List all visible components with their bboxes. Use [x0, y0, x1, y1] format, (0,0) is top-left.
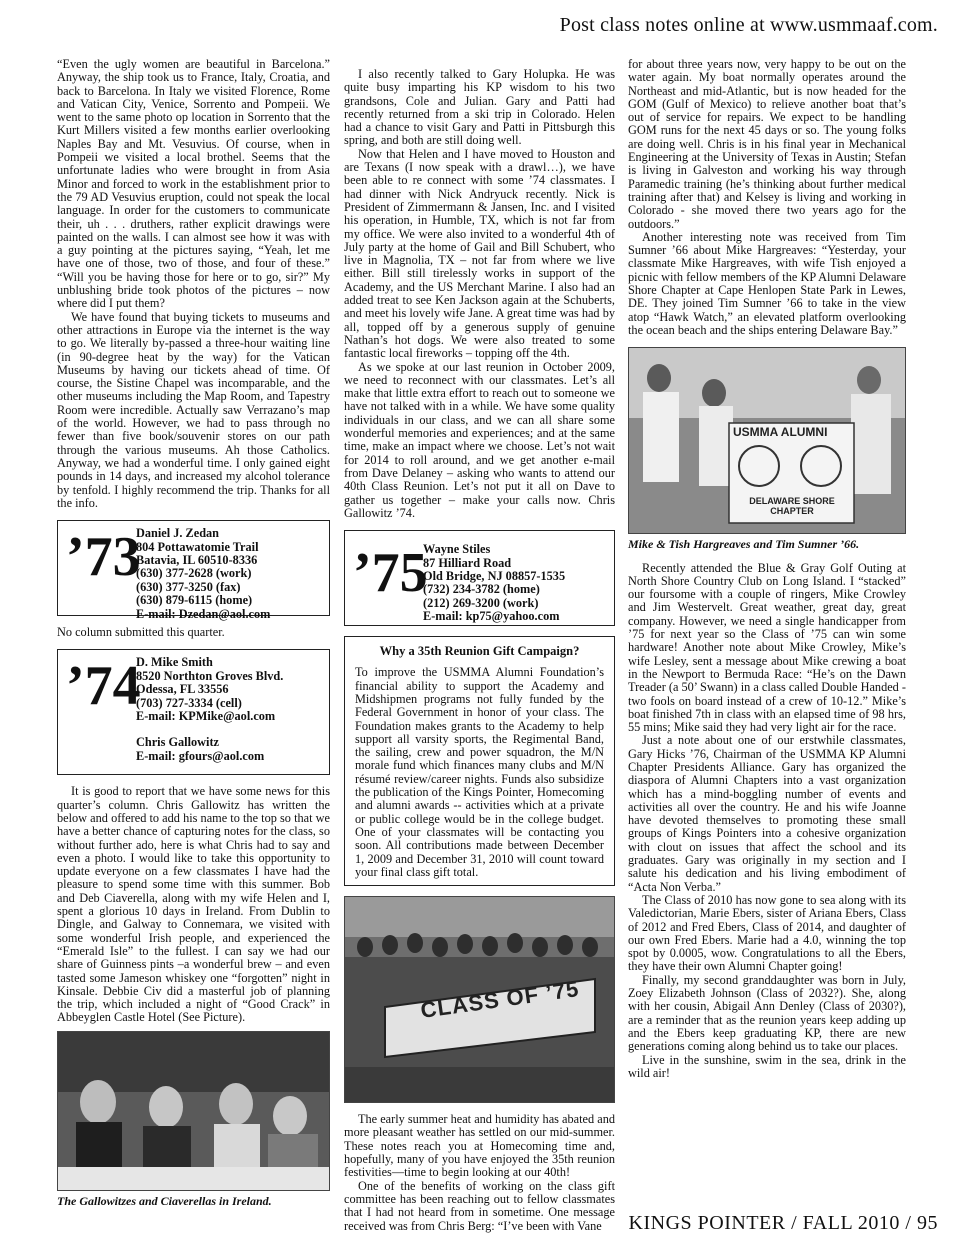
contact-line: 804 Pottawatomie Trail: [136, 539, 259, 554]
class-contact-info: [136, 527, 270, 621]
photo-caption: The Gallowitzes and Ciaverellas in Ireland.: [57, 1193, 272, 1208]
banner-bottom-text: DELAWARE SHORE CHAPTER: [749, 496, 835, 517]
paragraph: I also recently talked to Gary Holupka. He was quite busy imparting his KP wisdom to his two grandsons, Cole and Julian. Gary and Patti had recently returned from a ski trip in Colorado. Helen had a chance to visit Gary and Patti in Pittsburgh this spring, and both are still doing well.: [344, 67, 615, 148]
contact-line: (630) 377-3250 (fax): [136, 579, 241, 594]
paragraph: Just a note about one of our erstwhile classmates, Gary Hicks ’76, Chairman of the USMMA KP Alumni Chapter Presidents Alliance. Gary has organized the diaspora of Alumni Chapters into a vast organization which has a mind-boggling number of events and activities all over the country. He and his wife Joanne have devoted themselves to promoting these small groups of Kings Pointers into a cohesive organization with clout on issues that affect the school and its graduates. Gary was originally in my section and I salute his dedication and his living embodiment of “Acta Non Verba.”: [628, 733, 906, 894]
contact-line: Chris Gallowitz: [136, 735, 219, 750]
no-column-note: No column submitted this quarter.: [57, 625, 225, 640]
paragraph: “Even the ugly women are beautiful in Barcelona.” Anyway, the ship took us to France, Italy, Croatia, and back to Barcelona. In Italy we visited Florence, Rome and Vatican City, Venice, Sorrento and Pompeii. We went to the same photo op location in Sorrento that the Kurt Millers visited a few months earlier overlooking Naples Bay and Mt. Vesuvius. Of course, when in Pompeii we visited a local brothel. Seems that the unfortunate ladies who were brought in from Asia Minor and forced to work in the establishment prior to the 79 AD Vesuvius eruption, could not speak the local language. In order for the customers to communicate their, uh . . . druthers, rather explicit drawings were painted on the walls. I can almost see how it was with a guy pointing at the pictures saying, “Yeah, let me have one of those, two of those, and four of these.” “Will you be having those for here or to go, sir?” My unblushing bride took photos of the pictures – now where did I put them?: [57, 57, 330, 311]
class-year: ’74: [66, 655, 141, 718]
paragraph: Finally, my second granddaughter was born in July, Zoey Elizabeth Johnson (Class of 2032?). She, along with her cousin, Abigail Ann Denley (Class of 2030?), are a reminder that as the reunion years keep adding up and the Ebers keep graduating KP, there are new generations coming along behind us to take our places.: [628, 972, 906, 1054]
ireland-photo-image: [58, 1032, 330, 1190]
contact-line: 8520 Northton Groves Blvd.: [136, 668, 284, 683]
contact-line: (630) 377-2628 (work): [136, 566, 252, 581]
contact-line: Wayne Stiles: [423, 542, 491, 557]
paragraph: It is good to report that we have some news for this quarter’s column. Chris Gallowitz has written the below and offered to add his name to the top so that we have a better chance of capturing notes for the class, so without further ado, here is what Chris had to say and even a photo. I would like to take this opportunity to update everyone on a few classmates I have had the pleasure to spend some time with this summer. Bob and Deb Ciaverella, along with my wife Helen and I, spent a glorious 10 days in Ireland. From Dublin to Dingle, and Galway to Connemara, we visited with some wonderful Irish people, and experienced the “Emerald Isle” to the fullest. I can say we had our share of Guinness pints –a wonderful brew – and even tasted some Jameson whiskey one “forgotten” night in Kinsale. Debbie Civ did a masterful job of planning the trip, which included a night of “Good Crack” in Abbeyglen Castle Hotel (See Picture).: [57, 784, 330, 1025]
class-75-contact-box: [344, 530, 615, 626]
contact-email: E-mail: Dzedan@aol.com: [136, 606, 271, 621]
reunion-gift-box: [344, 636, 615, 886]
contact-line: Daniel J. Zedan: [136, 526, 220, 541]
contact-email: E-mail: KPMike@aol.com: [136, 709, 276, 724]
class-contact-info: [136, 656, 283, 763]
gift-box-title: Why a 35th Reunion Gift Campaign?: [379, 644, 580, 659]
paragraph: Live in the sunshine, swim in the sea, drink in the wild air!: [628, 1052, 906, 1080]
paragraph: As we spoke at our last reunion in October 2009, we need to reconnect with our classmates. Let’s all make that little extra effort to reach out to someone we have not talked with in a while. We have some quality individuals in our class, and we can all share some wonderful memories and experiences; and at the same time, make an impact where we choose. Let’s not wait for 2014 to roll around, and we get another e-mail from Dave Delaney – asking who wants to attend our 40th Class Reunion. Let’s not put it all on Dave to gather us together – make your calls now. Chris Gallowitz ’74.: [344, 359, 615, 520]
contact-line: Odessa, FL 33556: [136, 682, 229, 697]
paragraph: Recently attended the Blue & Gray Golf Outing at North Shore Country Club on Long Island. I “stacked” our foursome with a couple of ringers, Mike Crowley and Jim Westervelt. Great weather, great day, great company. However, we need a single handicapper from ’75 for next year so the Class of ’75 can win some hardware! Another note about Mike Crowley, Mike’s wife Lesley, sent a message about Mike crewing a boat in the Newport to Bermuda Race: “He’s on the Dawn Treader (a 50’ Swann) in a class called Double Handed - two fools on board instead of a crew of 10-12.” Mike’s boat finished 7th in class with an elapsed time of 98 hrs, 55 mins; Mike said they had very light air for the race.: [628, 560, 906, 735]
column-3: [628, 58, 906, 1080]
ireland-photo: [57, 1031, 330, 1191]
contact-email: E-mail: kp75@yahoo.com: [423, 609, 560, 624]
class-74-contact-box: [57, 649, 330, 775]
class-75-banner-text: CLASS OF ’75: [419, 976, 581, 1024]
page-footer: KINGS POINTER / FALL 2010 / 95: [628, 1212, 938, 1234]
contact-line: D. Mike Smith: [136, 655, 213, 670]
contact-line: (703) 727-3334 (cell): [136, 695, 242, 710]
class-year: ’75: [353, 542, 428, 605]
contact-email: E-mail: gfours@aol.com: [136, 748, 265, 763]
contact-line: Batavia, IL 60510-8336: [136, 552, 258, 567]
column-2: [344, 68, 615, 1233]
paragraph: Another interesting note was received from Tim Sumner ’66 about Mike Hargreaves: “Yesterday, your classmate Mike Hargreaves, with wife Tish enjoyed a picnic with fellow members of the KP Alumni Delaware Shore Chapter at Cape Henlopen State Park in Lewes, DE. They joined Tim Sumner ’66 to take in the view atop “Hawk Watch,” an elevated platform overlooking the ocean beach and the ships entering Delaware Bay.”: [628, 229, 906, 337]
paragraph: The Class of 2010 has now gone to sea along with its Valedictorian, Marie Ebers, sister of Ariana Ebers, Class of 2012 and Fred Ebers, Class of 2014, and daughter of our own Fred Ebers. Marie had a 4.0, winning the top spot by 0.0005, wow. Congratulations to all the Ebers, they have their own Alumni Chapter going!: [628, 892, 906, 974]
paragraph: One of the benefits of working on the class gift committee has been reaching out to fellow classmates that I had not heard from in sometime. One message received was from Chris Berg: “I’ve been with Vane: [344, 1178, 615, 1233]
class-contact-info: [423, 543, 565, 623]
banner-top-text: USMMA ALUMNI: [733, 425, 828, 440]
class-73-contact-box: [57, 520, 330, 621]
delaware-chapter-photo: [628, 347, 906, 534]
paragraph: We have found that buying tickets to museums and other attractions in Europe via the internet is the way to go. We literally by-passed a three-hour waiting line (in 90-degree heat by the way) for the Vatican Museums by having our tickets ahead of time. Of course, the Sistine Chapel was incomparable, and the other museums including the Map Room, and Tapestry Room were incredible. Actually saw Verrazano’s map of the world. However, we had to pass through no fewer than five book/souvenir stores on our path through the various museums. Ah those Catholics. Anyway, we had a wonderful time. I only gained eight pounds in 14 days, and increased my alcohol tolerance by tenfold. I highly recommend the trip. Thanks for all the info.: [57, 309, 330, 510]
contact-line: (212) 269-3200 (work): [423, 595, 539, 610]
paragraph: for about three years now, very happy to be out on the water again. My boat normally operates around the Northeast and mid-Atlantic, but is now headed for the GOM (Gulf of Mexico) to relieve another boat that’s out of service for repairs. We expect to be handling GOM runs for the next 45 days or so. The young folks are doing well. Chris is in his final year in Mechanical Engineering at the University of Texas in Austin; Stefan is living in Galveston and working his way through Paramedic training (he’s thinking about further medical training after that) and Kelsey is living and working in Colorado - she moved there two years ago for the outdoors.”: [628, 57, 906, 231]
contact-line: 87 Hilliard Road: [423, 555, 512, 570]
class-75-banner-photo: [344, 896, 615, 1103]
paragraph: The early summer heat and humidity has abated and more pleasant weather has settled on our mid-summer. These notes reach you at Homecoming time and, hopefully, many of you have enjoyed the 35th reunion festivities—time to begin looking at our 40th!: [344, 1112, 615, 1180]
photo-caption: Mike & Tish Hargreaves and Tim Sumner ’66.: [628, 537, 860, 552]
contact-line: Old Bridge, NJ 08857-1535: [423, 568, 566, 583]
page-header: Post class notes online at www.usmmaaf.com.: [559, 14, 938, 36]
column-1: [57, 58, 330, 1208]
contact-line: (732) 234-3782 (home): [423, 582, 540, 597]
gift-box-text: To improve the USMMA Alumni Foundation’s financial ability to support the Academy and Midshipmen programs not fully funded by the Federal Government in honor of your class. The Foundation makes grants to the Academy to help support all varsity sports, the Regimental Band, the sailing, crew and power squadron, the M/N morale fund which finances many clubs and M/N résumé review/career nights. Funds also subsidize the publication of the Kings Pointer, Homecoming and alumni awards -- activities which at a private or public college would be in the college budget. One of your classmates will be contacting you soon. All contributions made between December 1, 2009 and December 31, 2010 will count toward your final class gift total.: [355, 665, 604, 879]
contact-line: (630) 879-6115 (home): [136, 593, 253, 608]
class-year: ’73: [66, 526, 141, 589]
paragraph: Now that Helen and I have moved to Houston and are Texans (I now speak with a drawl…), we have been able to re connect with some ’74 classmates. I had dinner with Nick Andryuck recently. Nick is President of Zimmermann & Jansen, Inc. and I visited his operation, in Humble, TX, which is not far from my office. We were also invited to a wonderful 4th of July party at the home of Gail and Bill Schubert, who live in Magnolia, TX – not far from where we live either. Bill still tirelessly works in support of the Academy, and the US Merchant Marine. I also had an added treat to see Ken Jackson again at the Schuberts, and meet his lovely wife Jane. A great time was had by all, topped off by a generous supply of genuine Nathan’s hot dogs. We were also treated to some fantastic local fireworks – topping off the 4th.: [344, 146, 615, 361]
